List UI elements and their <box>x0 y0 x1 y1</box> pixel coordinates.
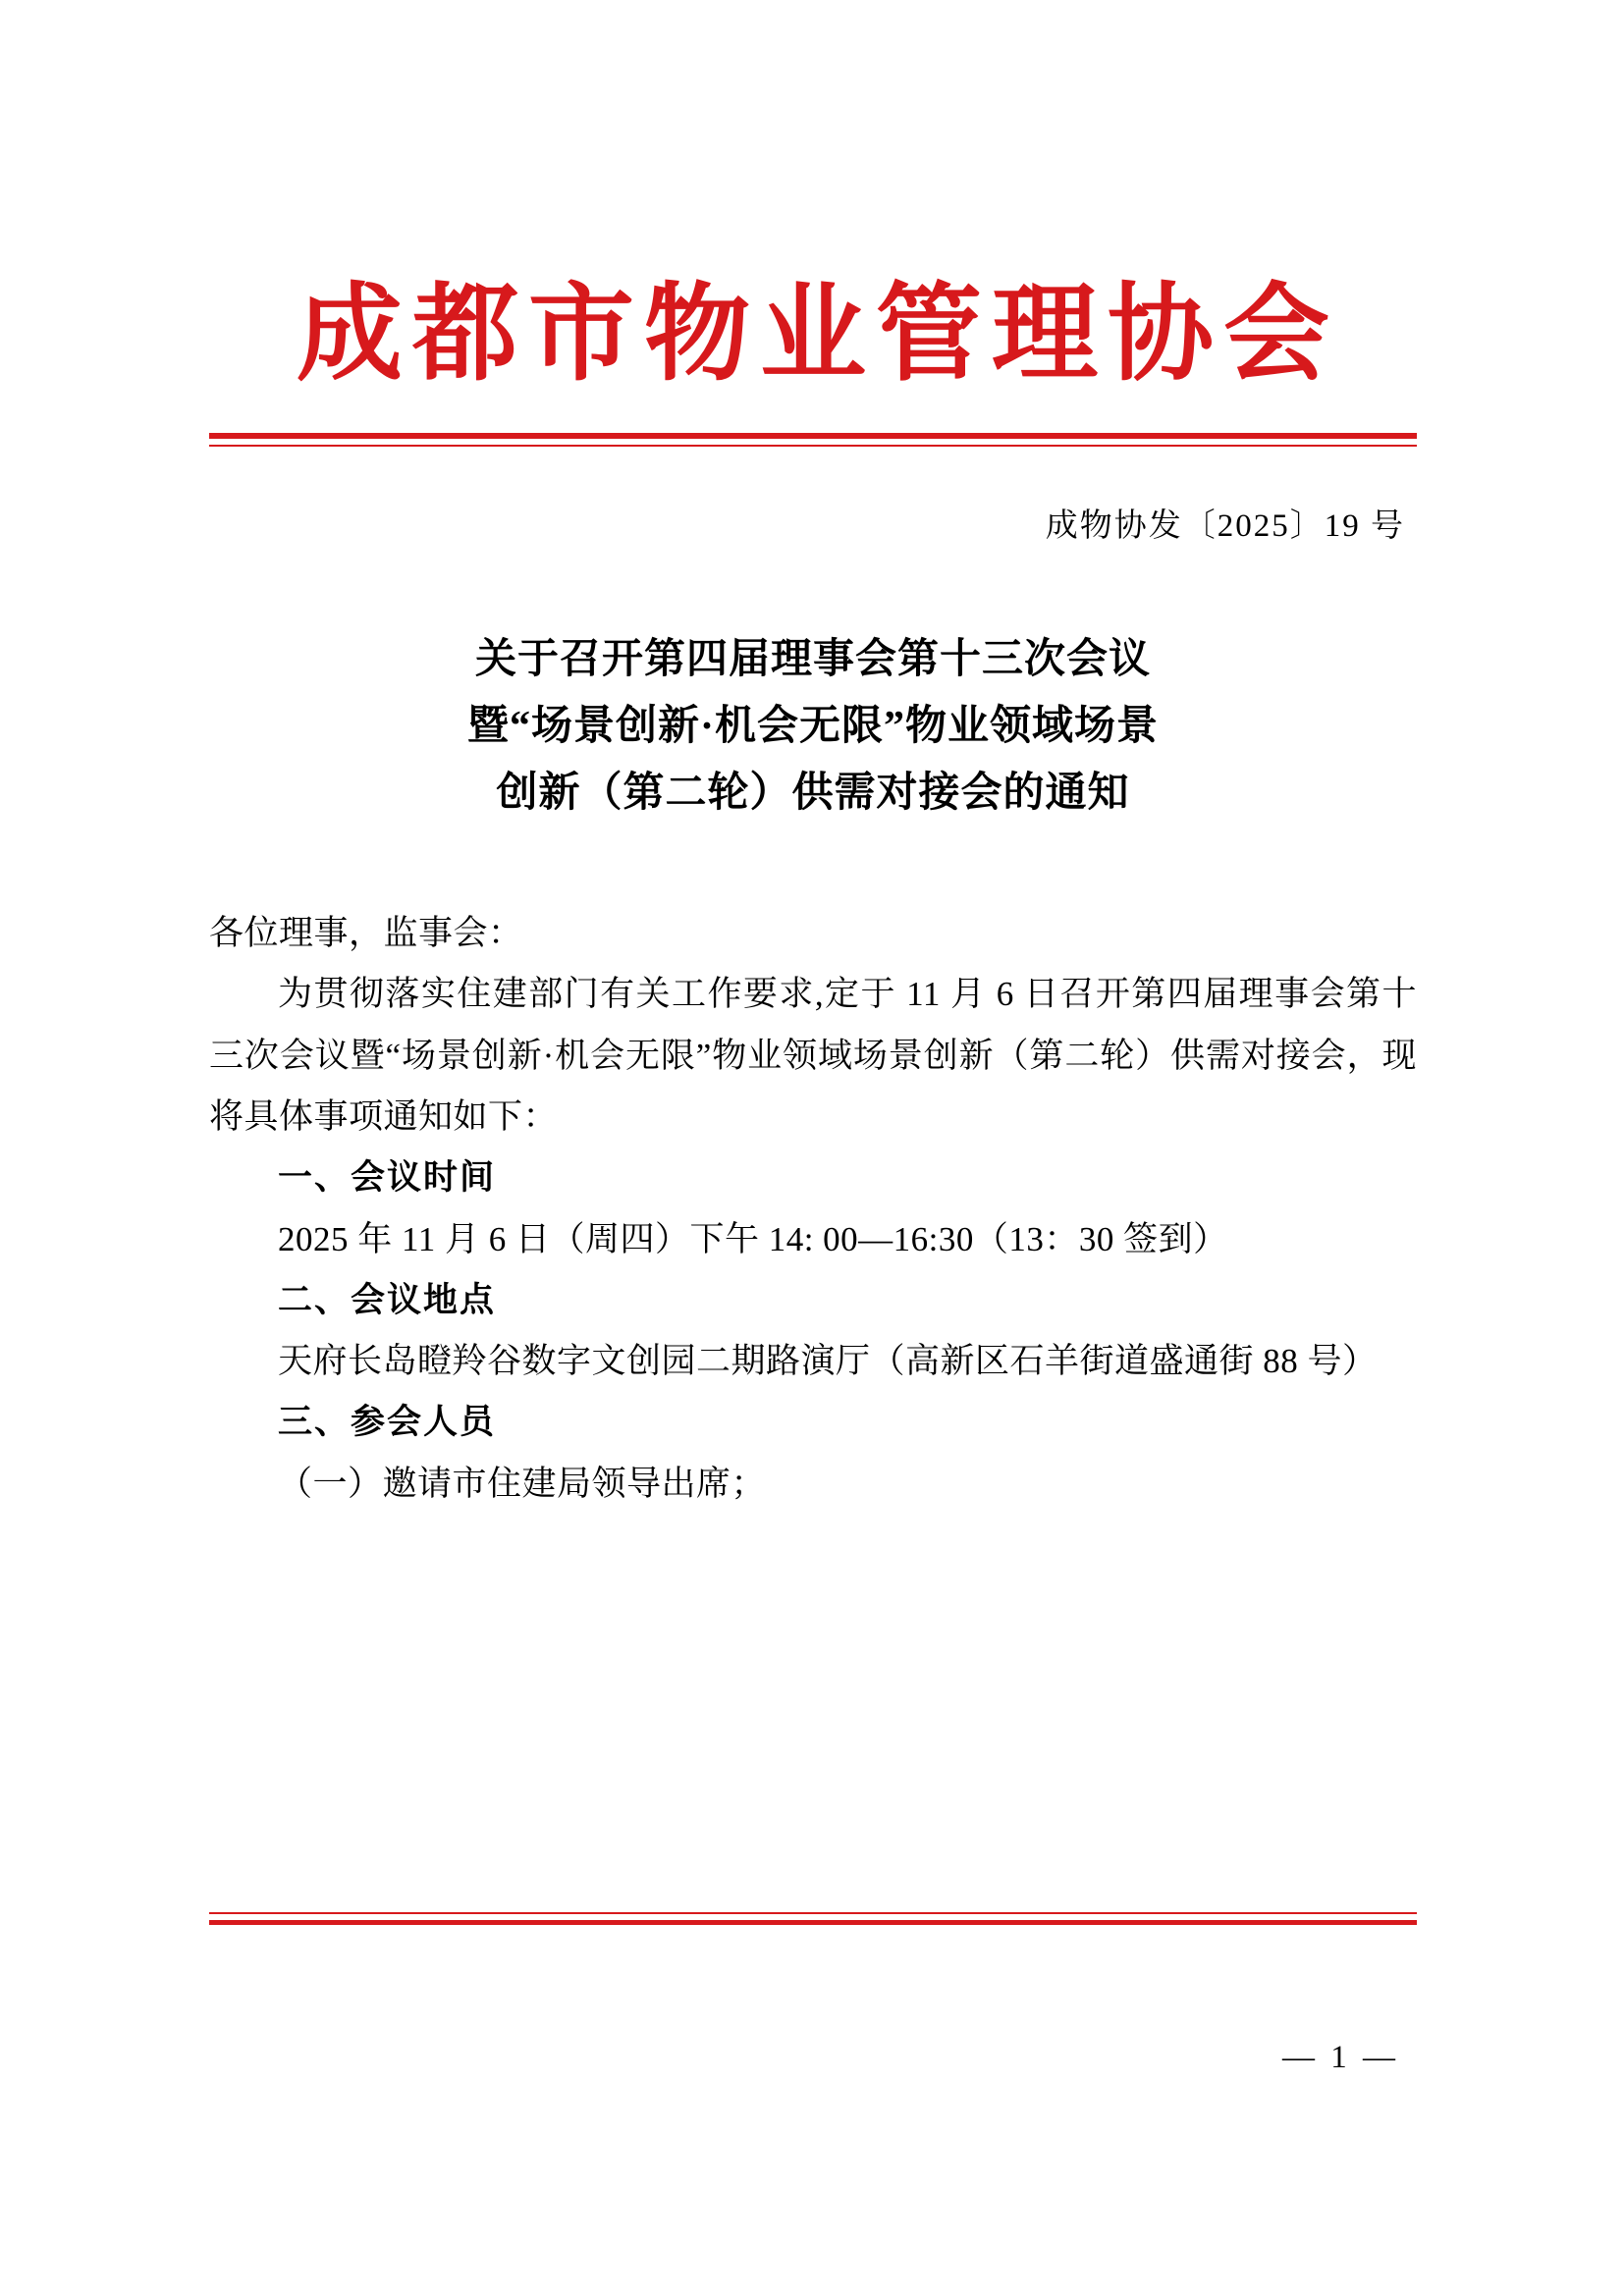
document-body <box>209 903 1417 1515</box>
section-content-2: 天府长岛瞪羚谷数字文创园二期路演厅（高新区石羊街道盛通街 88 号） <box>278 1342 1378 1381</box>
footer-divider <box>209 1912 1417 1925</box>
header-divider <box>209 433 1417 447</box>
section-content-3: （一）邀请市住建局领导出席； <box>278 1464 767 1503</box>
header-divider-thin-line <box>209 445 1417 447</box>
page-number: — 1 — <box>1282 2040 1399 2075</box>
section-heading-2: 二、会议地点 <box>278 1280 497 1319</box>
document-title-line-3: 创新（第二轮）供需对接会的通知 <box>496 771 1130 817</box>
section-heading-3: 三、参会人员 <box>278 1403 497 1442</box>
section-heading-1: 一、会议时间 <box>278 1158 497 1198</box>
document-title <box>209 626 1417 827</box>
salutation: 各位理事，监事会： <box>209 914 523 953</box>
document-title-line-2: 暨“场景创新·机会无限”物业领域场景 <box>466 703 1159 749</box>
intro-paragraph: 为贯彻落实住建部门有关工作要求,定于 11 月 6 日召开第四届理事会第十三次会议暨“场景创新·机会无限”物业领域场景创新（第二轮）供需对接会，现将具体事项通知如下： <box>209 975 1417 1136</box>
document-number: 成物协发〔2025〕19 号 <box>1045 507 1405 544</box>
letterhead <box>209 0 1417 396</box>
page-content-area <box>209 0 1417 2296</box>
footer-divider-thick-line <box>209 1920 1417 1925</box>
document-number-row <box>209 500 1417 546</box>
document-title-line-1: 关于召开第四届理事会第十三次会议 <box>474 636 1151 682</box>
section-content-1: 2025 年 11 月 6 日（周四）下午 14: 00—16:30（13：30 签到） <box>278 1219 1228 1258</box>
organization-name: 成都市物业管理协会 <box>296 277 1339 394</box>
